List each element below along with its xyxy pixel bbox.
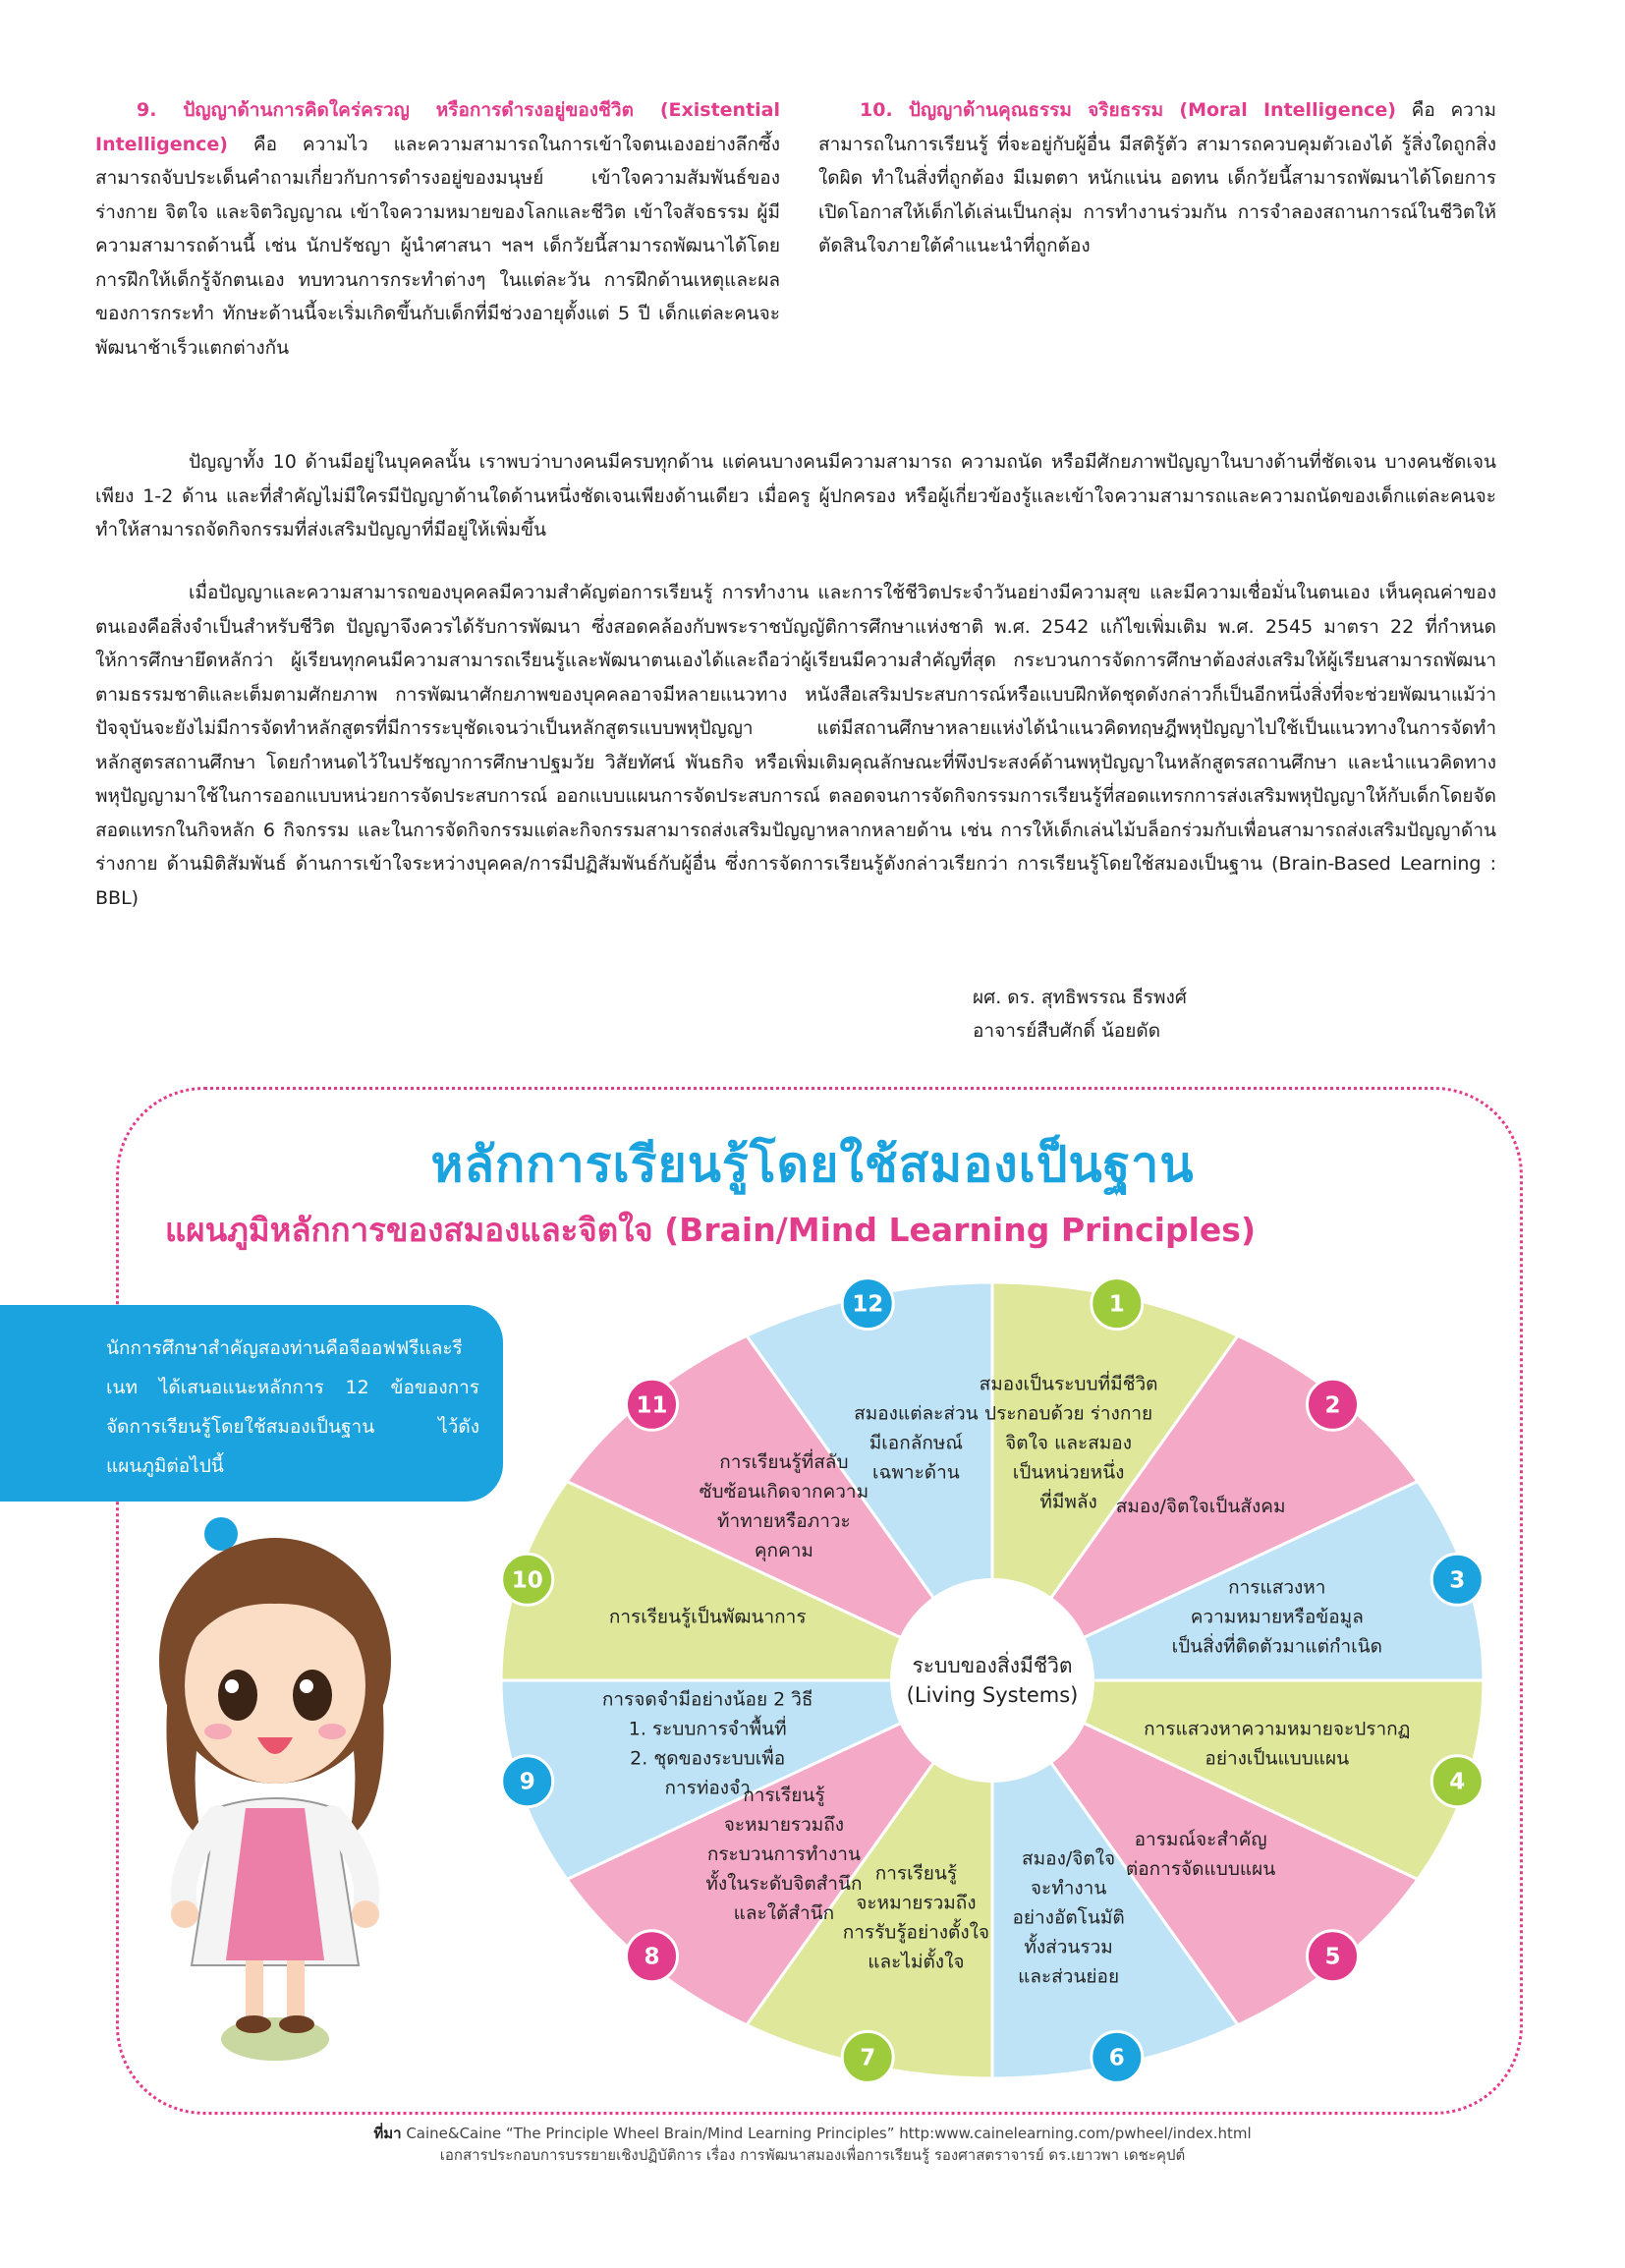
principle-number-8: 8 [644, 1944, 660, 1970]
author-2: อาจารย์สืบศักดิ์ น้อยดัด [973, 1020, 1161, 1042]
principle-10-body: คือ ความสามารถในการเรียนรู้ ที่จะอยู่กับผู้อื่น มีสติรู้ตัว สามารถควบคุมตัวเองได้ รู้สิ่งใดถูกสิ่งใดผิด ทำในสิ่งที่ถูกต้อง มีเมตตา หนักแน่น อดทน เด็กวัยนี้สามารถพัฒนาได้โดยการเปิดโอกาสให้เด็กได้เล่นเป็นกลุ่ม การทำงานร่วมกัน การจำลองสถานการณ์ในชีวิตให้ตัดสินใจภายใต้คำแนะนำที่ถูกต้อง [818, 99, 1497, 256]
paragraph-2 [95, 576, 1496, 915]
principle-number-12: 12 [852, 1291, 884, 1318]
principle-label-3: การแสวงหาความหมายหรือข้อมูลเป็นสิ่งที่ติดตัวมาแต่กำเนิด [1171, 1576, 1383, 1658]
principle-label-9: การจดจำมีอย่างน้อย 2 วิธี 1. ระบบการจำพื้นที่ 2. ชุดของระบบเพื่อการท่องจำ [601, 1688, 813, 1799]
principle-label-1: สมองเป็นระบบที่มีชีวิตประกอบด้วย ร่างกายจิตใจ และสมองเป็นหน่วยหนึ่งที่มีพลัง [979, 1373, 1158, 1513]
principle-number-5: 5 [1324, 1944, 1341, 1970]
principle-10-column [818, 93, 1496, 263]
paragraph-1-text: ปัญญาทั้ง 10 ด้านมีอยู่ในบุคคลนั้น เราพบว่าบางคนมีครบทุกด้าน แต่คนบางคนมีความสามารถ ความถนัด หรือมีศักยภาพปัญญาในบางด้านที่ชัดเจน บางคนชัดเจนเพียง 1-2 ด้าน และที่สำคัญไม่มีใครมีปัญญาด้านใดด้านหนึ่งชัดเจนเพียงด้านเดียว เมื่อครู ผู้ปกครอง หรือผู้เกี่ยวข้องรู้และเข้าใจความสามารถและความถนัดของเด็กแต่ละคนจะทำให้สามารถจัดกิจกรรมที่ส่งเสริมปัญญาที่มีอยู่ให้เพิ่มขึ้น [95, 451, 1496, 540]
wheel-center-circle [890, 1578, 1094, 1783]
principle-label-10: การเรียนรู้เป็นพัฒนาการ [608, 1606, 807, 1628]
principle-wheel [472, 1268, 1513, 2093]
principle-number-3: 3 [1449, 1567, 1466, 1594]
paragraph-2-text: เมื่อปัญญาและความสามารถของบุคคลมีความสำคัญต่อการเรียนรู้ การทำงาน และการใช้ชีวิตประจำวันอย่างมีความสุข และมีความเชื่อมั่นในตนเอง เห็นคุณค่าของตนเองคือสิ่งจำเป็นสำหรับชีวิต ปัญญาจึงควรได้รับการพัฒนา ซึ่งสอดคล้องกับพระราชบัญญัติการศึกษาแห่งชาติ พ.ศ. 2542 แก้ไขเพิ่มเติม พ.ศ. 2545 มาตรา 22 ที่กำหนดให้การศึกษายึดหลักว่า ผู้เรียนทุกคนมีความสามารถเรียนรู้และพัฒนาตนเองได้และถือว่าผู้เรียนมีความสำคัญที่สุด กระบวนการจัดการศึกษาต้องส่งเสริมให้ผู้เรียนสามารถพัฒนาตามธรรมชาติและเต็มตามศักยภาพ การพัฒนาศักยภาพของบุคคลอาจมีหลายแนวทาง หนังสือเสริมประสบการณ์หรือแบบฝึกหัดชุดดังกล่าวก็เป็นอีกหนึ่งสิ่งที่จะช่วยพัฒนาแม้ว่าปัจจุบันจะยังไม่มีการจัดทำหลักสูตรที่มีการระบุชัดเจนว่าเป็นหลักสูตรแบบพหุปัญญา แต่มีสถานศึกษาหลายแห่งได้นำแนวคิดทฤษฎีพหุปัญญาไปใช้เป็นแนวทางในการจัดทำหลักสูตรสถานศึกษา โดยกำหนดไว้ในปรัชญาการศึกษาปฐมวัย วิสัยทัศน์ พันธกิจ หรือเพิ่มเติมคุณลักษณะที่พึงประสงค์ด้านพหุปัญญาในหลักสูตรสถานศึกษา และนำแนวคิดทางพหุปัญญามาใช้ในการออกแบบหน่วยการจัดประสบการณ์ ออกแบบแผนการจัดประสบการณ์ ตลอดจนการจัดกิจกรรมการเรียนรู้ที่สอดแทรกการส่งเสริมพหุปัญญาให้กับเด็กโดยจัดสอดแทรกในกิจหลัก 6 กิจกรรม และในการจัดกิจกรรมแต่ละกิจกรรมสามารถส่งเสริมปัญญาหลากหลายด้าน เช่น การให้เด็กเล่นไม้บล็อกร่วมกับเพื่อนสามารถส่งเสริมปัญญาด้านร่างกาย ด้านมิติสัมพันธ์ ด้านการเข้าใจระหว่างบุคคล/การมีปฏิสัมพันธ์กับผู้อื่น ซึ่งการจัดการเรียนรู้ดังกล่าวเรียกว่า การเรียนรู้โดยใช้สมองเป็นฐาน (Brain-Based Learning : BBL) [95, 582, 1496, 909]
source-label: ที่มา [373, 2125, 402, 2142]
principle-number-10: 10 [511, 1567, 543, 1594]
principle-number-6: 6 [1108, 2045, 1125, 2071]
principle-label-8: การเรียนรู้จะหมายรวมถึงกระบวนการทำงานทั้งในระดับจิตสำนึกและใต้สำนึก [705, 1784, 863, 1924]
principle-10-heading: 10. ปัญญาด้านคุณธรรม จริยธรรม (Moral Intelligence) [860, 99, 1396, 121]
speech-bubble [0, 1305, 503, 1502]
principle-number-1: 1 [1108, 1291, 1125, 1318]
principle-9-body: คือ ความไว และความสามารถในการเข้าใจตนเองอย่างลึกซึ้ง สามารถจับประเด็นคำถามเกี่ยวกับการดำรงอยู่ของมนุษย์ เข้าใจความสัมพันธ์ของร่างกาย จิตใจ และจิตวิญญาณ เข้าใจความหมายของโลกและชีวิต เข้าใจสัจธรรม ผู้มีความสามารถด้านนี้ เช่น นักปรัชญา ผู้นำศาสนา ฯลฯ เด็กวัยนี้สามารถพัฒนาได้โดยการฝึกให้เด็กรู้จักตนเอง ทบทวนการกระทำต่างๆ ในแต่ละวัน การฝึกด้านเหตุและผลของการกระทำ ทักษะด้านนี้จะเริ่มเกิดขึ้นกับเด็กที่มีช่วงอายุตั้งแต่ 5 ปี เด็กแต่ละคนจะพัฒนาช้าเร็วแตกต่างกัน [95, 133, 780, 359]
principle-number-7: 7 [860, 2045, 876, 2071]
author-1: ผศ. ดร. สุทธิพรรณ ธีรพงศ์ [973, 987, 1187, 1008]
source-citation [0, 2123, 1625, 2166]
diagram-title: หลักการเรียนรู้โดยใช้สมองเป็นฐาน [430, 1136, 1195, 1193]
principle-number-9: 9 [519, 1769, 535, 1795]
diagram-subtitle: แผนภูมิหลักการของสมองและจิตใจ (Brain/Mind Learning Principles) [165, 1211, 1257, 1249]
principle-label-11: การเรียนรู้ที่สลับซับซ้อนเกิดจากความท้าทายหรือภาวะคุกคาม [699, 1451, 869, 1562]
source-line-1: Caine&Caine “The Principle Wheel Brain/Mind Learning Principles” http:www.cainelearning.com/pwheel/index.html [406, 2125, 1252, 2142]
author-block [973, 981, 1187, 1048]
principle-label-2: สมอง/จิตใจเป็นสังคม [1115, 1496, 1286, 1518]
principle-9-column [95, 93, 780, 365]
principle-9-heading: 9. ปัญญาด้านการคิดใคร่ครวญ หรือการดำรงอยู่ของชีวิต (Existential Intelligence) [95, 99, 780, 155]
center-label-en: (Living Systems) [906, 1683, 1079, 1707]
principle-label-4: การแสวงหาความหมายจะปรากฏอย่างเป็นแบบแผน [1144, 1718, 1411, 1770]
principle-label-12: สมองแต่ละส่วนมีเอกลักษณ์เฉพาะด้าน [854, 1402, 979, 1484]
teacher-girl-illustration [147, 1513, 403, 2064]
source-line-2: เอกสารประกอบการบรรยายเชิงปฏิบัติการ เรื่อง การพัฒนาสมองเพื่อการเรียนรู้ รองศาสตราจารย์ ดร.เยาวพา เดชะคุปต์ [439, 2146, 1186, 2164]
principle-label-5: อารมณ์จะสำคัญต่อการจัดแบบแผน [1125, 1828, 1276, 1880]
paragraph-1 [95, 445, 1496, 547]
principle-number-4: 4 [1449, 1769, 1466, 1795]
principle-label-7: การเรียนรู้จะหมายรวมถึงการรับรู้อย่างตั้งใจและไม่ตั้งใจ [842, 1862, 990, 1973]
principle-number-11: 11 [636, 1392, 668, 1419]
principle-label-6: สมอง/จิตใจจะทำงานอย่างอัตโนมัติทั้งส่วนรวมและส่วนย่อย [1012, 1847, 1125, 1988]
speech-bubble-text: นักการศึกษาสำคัญสองท่านคือจีออฟฟรีและรีเนท ได้เสนอแนะหลักการ 12 ข้อของการจัดการเรียนรู้โดยใช้สมองเป็นฐาน ไว้ดังแผนภูมิต่อไปนี้ [106, 1337, 479, 1477]
center-label-th: ระบบของสิ่งมีชีวิต [912, 1654, 1073, 1677]
principle-number-2: 2 [1324, 1392, 1341, 1419]
